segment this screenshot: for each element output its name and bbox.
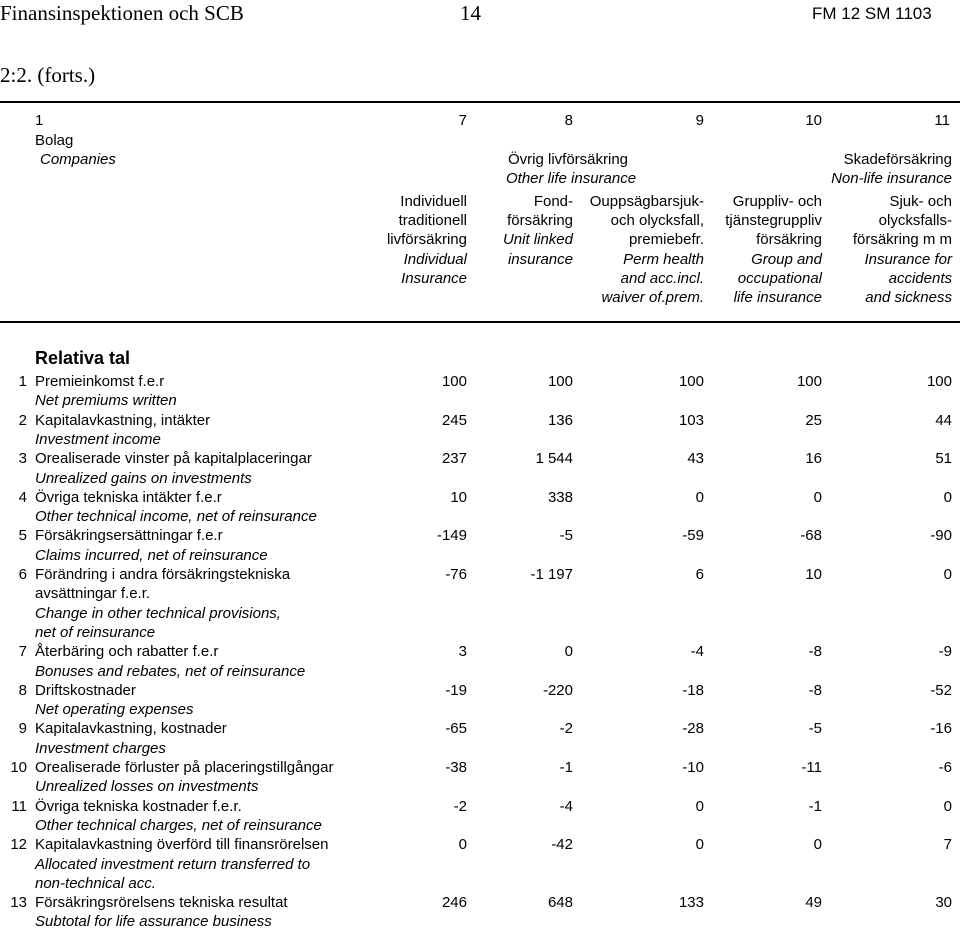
column-header-sv: premiebefr. xyxy=(628,231,704,249)
cell-value: -1 xyxy=(559,759,573,776)
table-row-continuation xyxy=(0,816,960,835)
cell-value: 6 xyxy=(695,566,704,583)
cell-value: -42 xyxy=(551,836,573,854)
row-number: 5 xyxy=(18,527,27,545)
cell-value: -5 xyxy=(559,527,573,545)
cell-value: -65 xyxy=(445,720,467,738)
row-label-en: Bonuses and rebates, net of reinsurance xyxy=(35,662,306,680)
cell-value: 49 xyxy=(805,894,822,912)
row-label-en: Change in other technical provisions, xyxy=(35,604,281,622)
column-header-sv: tjänstegruppliv xyxy=(725,212,822,230)
table-row-continuation xyxy=(0,739,960,758)
row-label-sv: Driftskostnader xyxy=(35,681,136,699)
group-header-non-life-sv: Skadeförsäkring xyxy=(843,151,952,168)
row-number: 8 xyxy=(18,681,27,699)
row-label-en: Investment charges xyxy=(35,739,166,757)
cell-value: 0 xyxy=(458,836,467,854)
column-header-en: Unit linked xyxy=(502,231,573,249)
table-row xyxy=(0,797,960,816)
table-row xyxy=(0,835,960,854)
cell-value: 103 xyxy=(678,411,704,429)
row-label-en: Allocated investment return transferred to xyxy=(35,855,311,873)
cell-value: 237 xyxy=(441,450,467,468)
table-row xyxy=(0,642,960,661)
row-label-en: Unrealized gains on investments xyxy=(35,469,252,487)
cell-value: -76 xyxy=(445,566,467,583)
group-header-other-life-sv: Övrig livförsäkring xyxy=(508,151,629,168)
cell-value: -10 xyxy=(682,759,704,776)
cell-value: 100 xyxy=(441,373,467,390)
cell-value: -8 xyxy=(808,681,822,699)
cell-value: 0 xyxy=(695,488,704,506)
cell-value: 0 xyxy=(695,797,704,815)
column-header-sv: Sjuk- och xyxy=(889,193,952,210)
table-row xyxy=(0,893,960,912)
cell-value: 100 xyxy=(926,373,952,390)
table-row xyxy=(0,449,960,468)
company-label-en: Companies xyxy=(40,151,116,168)
cell-value: 0 xyxy=(943,566,952,583)
row-number: 10 xyxy=(10,759,27,776)
column-header-sv: traditionell xyxy=(398,212,467,230)
column-header-accident-sickness xyxy=(762,192,952,307)
column-number: 11 xyxy=(934,112,950,129)
cell-value: 246 xyxy=(441,894,467,912)
cell-value: -38 xyxy=(445,759,467,776)
column-header-en: occupational xyxy=(737,269,822,287)
cell-value: 0 xyxy=(564,643,573,661)
cell-value: 0 xyxy=(813,836,822,854)
table-row-continuation xyxy=(0,874,960,893)
row-label-en: non-technical acc. xyxy=(35,874,156,892)
table-row-continuation xyxy=(0,469,960,488)
table-row-continuation xyxy=(0,584,960,603)
column-header-en: accidents xyxy=(888,269,952,287)
cell-value: -2 xyxy=(559,720,573,738)
group-header-other-life-en: Other life insurance xyxy=(506,170,637,187)
table-row-continuation xyxy=(0,623,960,642)
cell-value: -2 xyxy=(453,797,467,815)
header-bottom-rule xyxy=(0,321,960,323)
column-header-sv: livförsäkring xyxy=(386,231,467,249)
company-label-sv: Bolag xyxy=(35,132,74,149)
table-row-continuation xyxy=(0,777,960,796)
cell-value: 16 xyxy=(805,450,822,468)
row-label-sv: avsättningar f.e.r. xyxy=(35,585,151,603)
cell-value: 245 xyxy=(441,411,467,429)
table-row-continuation xyxy=(0,604,960,623)
table-row-continuation xyxy=(0,430,960,449)
row-label-sv: Övriga tekniska kostnader f.e.r. xyxy=(35,797,242,815)
column-header-sv: och olycksfall, xyxy=(610,212,704,230)
publication-code: FM 12 SM 1103 xyxy=(812,4,932,23)
column-header-sv: försäkring xyxy=(756,231,822,249)
cell-value: -52 xyxy=(930,681,952,699)
column-number: 8 xyxy=(564,112,573,129)
cell-value: -6 xyxy=(938,759,952,776)
row-label-en: Net premiums written xyxy=(35,392,177,410)
table-row-continuation xyxy=(0,855,960,874)
cell-value: -28 xyxy=(682,720,704,738)
row-label-en: Unrealized losses on investments xyxy=(35,778,259,796)
row-label-en: Net operating expenses xyxy=(35,701,194,719)
cell-value: 44 xyxy=(935,411,952,429)
cell-value: 10 xyxy=(805,566,822,583)
row-number: 2 xyxy=(18,411,27,429)
row-number: 9 xyxy=(18,720,27,738)
cell-value: 338 xyxy=(547,488,573,506)
row-label-en: Claims incurred, net of reinsurance xyxy=(35,546,268,564)
row-label-sv: Förändring i andra försäkringstekniska xyxy=(35,566,291,583)
column-header-en: Insurance for xyxy=(864,250,952,268)
cell-value: 136 xyxy=(547,411,573,429)
table-row xyxy=(0,565,960,584)
cell-value: -9 xyxy=(938,643,952,661)
row-label-en: Other technical income, net of reinsurance xyxy=(35,508,317,526)
column-header-en: Individual xyxy=(403,250,467,268)
cell-value: -68 xyxy=(800,527,822,545)
cell-value: 100 xyxy=(796,373,822,390)
row-label-en: net of reinsurance xyxy=(35,623,156,641)
row-label-sv: Orealiserade vinster på kapitalplaceringar xyxy=(35,450,312,468)
row-label-en: Subtotal for life assurance business xyxy=(35,913,272,931)
column-number: 9 xyxy=(695,112,704,129)
cell-value: -1 197 xyxy=(530,566,573,583)
cell-value: 1 544 xyxy=(535,450,573,468)
cell-value: 30 xyxy=(935,894,952,912)
row-label-sv: Kapitalavkastning överförd till finansrörelsen xyxy=(35,836,329,854)
column-number: 1 xyxy=(35,112,44,129)
cell-value: 0 xyxy=(943,797,952,815)
cell-value: -1 xyxy=(808,797,822,815)
row-label-sv: Orealiserade förluster på placeringstillgångar xyxy=(35,759,334,776)
page-number: 14 xyxy=(460,1,481,25)
row-number: 1 xyxy=(18,373,27,390)
cell-value: -19 xyxy=(445,681,467,699)
cell-value: 100 xyxy=(678,373,704,390)
table-top-rule xyxy=(0,101,960,103)
cell-value: -220 xyxy=(542,681,573,699)
row-label-sv: Försäkringsersättningar f.e.r xyxy=(35,527,223,545)
cell-value: 43 xyxy=(687,450,704,468)
column-header-sv: olycksfalls- xyxy=(878,212,952,230)
table-row xyxy=(0,758,960,777)
row-label-sv: Övriga tekniska intäkter f.e.r xyxy=(35,488,222,506)
cell-value: -8 xyxy=(808,643,822,661)
column-header-en: life insurance xyxy=(733,289,822,307)
row-number: 13 xyxy=(10,894,27,912)
table-row-continuation xyxy=(0,391,960,410)
cell-value: -5 xyxy=(808,720,822,738)
table-row xyxy=(0,526,960,545)
cell-value: 25 xyxy=(805,411,822,429)
row-number: 4 xyxy=(18,488,27,506)
column-header-en: Perm health xyxy=(623,250,704,268)
section-heading: Relativa tal xyxy=(35,348,131,368)
table-row-continuation xyxy=(0,662,960,681)
cell-value: 133 xyxy=(678,894,704,912)
cell-value: -90 xyxy=(930,527,952,545)
cell-value: -16 xyxy=(930,720,952,738)
table-row-continuation xyxy=(0,700,960,719)
column-header-sv: Fond- xyxy=(533,193,573,210)
cell-value: 0 xyxy=(813,488,822,506)
column-header-sv: försäkring xyxy=(507,212,573,230)
cell-value: 0 xyxy=(943,488,952,506)
cell-value: -4 xyxy=(690,643,704,661)
row-number: 11 xyxy=(11,797,27,815)
row-number: 7 xyxy=(18,643,27,661)
table-row xyxy=(0,681,960,700)
row-number: 3 xyxy=(18,450,27,468)
row-label-en: Other technical charges, net of reinsurance xyxy=(35,816,322,834)
row-label-sv: Försäkringsrörelsens tekniska resultat xyxy=(35,894,288,912)
column-header-en: and sickness xyxy=(865,289,952,307)
column-header-sv: Ouppsägbarsjuk- xyxy=(589,193,704,210)
cell-value: 10 xyxy=(450,488,467,506)
column-header-en: Insurance xyxy=(401,269,467,287)
column-number: 10 xyxy=(805,112,822,129)
column-header-en: waiver of.prem. xyxy=(601,289,704,307)
table-row xyxy=(0,411,960,430)
table-row xyxy=(0,488,960,507)
cell-value: -59 xyxy=(682,527,704,545)
row-label-en: Investment income xyxy=(35,430,161,448)
row-label-sv: Kapitalavkastning, intäkter xyxy=(35,411,211,429)
row-label-sv: Kapitalavkastning, kostnader xyxy=(35,720,227,738)
column-header-en: Group and xyxy=(751,250,822,268)
row-label-sv: Premieinkomst f.e.r xyxy=(35,373,165,390)
publisher-name: Finansinspektionen och SCB xyxy=(0,1,244,25)
table-row-continuation xyxy=(0,507,960,526)
cell-value: -18 xyxy=(682,681,704,699)
column-number: 7 xyxy=(458,112,467,129)
row-label-sv: Återbäring och rabatter f.e.r xyxy=(35,643,219,661)
cell-value: -11 xyxy=(801,759,822,776)
row-number: 12 xyxy=(10,836,27,854)
column-header-en: insurance xyxy=(507,250,573,268)
cell-value: 3 xyxy=(458,643,467,661)
table-row-continuation xyxy=(0,546,960,565)
column-header-sv: försäkring m m xyxy=(852,231,952,249)
cell-value: 100 xyxy=(547,373,573,390)
section-title: 2:2. (forts.) xyxy=(0,63,96,87)
cell-value: -149 xyxy=(436,527,467,545)
table-row xyxy=(0,719,960,738)
cell-value: 7 xyxy=(943,836,952,854)
group-header-non-life-en: Non-life insurance xyxy=(831,170,952,187)
cell-value: 648 xyxy=(547,894,573,912)
column-header-sv: Individuell xyxy=(400,193,467,210)
column-header-sv: Gruppliv- och xyxy=(732,193,822,210)
table-row xyxy=(0,372,960,391)
cell-value: 51 xyxy=(935,450,952,468)
cell-value: -4 xyxy=(559,797,573,815)
row-number: 6 xyxy=(18,566,27,583)
cell-value: 0 xyxy=(695,836,704,854)
column-header-en: and acc.incl. xyxy=(620,269,704,287)
table-row-continuation xyxy=(0,912,960,931)
